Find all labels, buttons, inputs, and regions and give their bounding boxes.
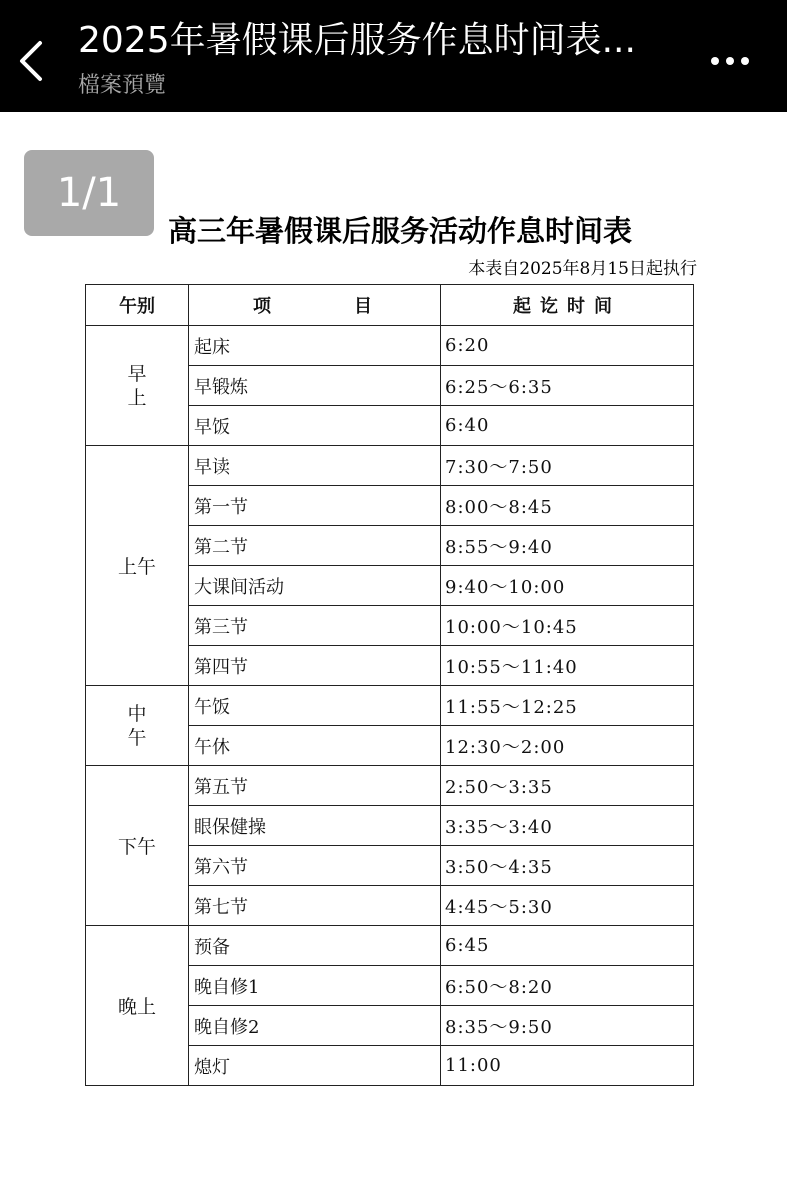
time-cell: 9:40～10:00: [441, 566, 694, 606]
column-header-item-right: 目: [354, 296, 372, 317]
activity-cell: 午休: [189, 726, 441, 766]
time-cell: 10:00～10:45: [441, 606, 694, 646]
effective-date-note: 本表自2025年8月15日起执行: [468, 259, 697, 279]
period-label: 早上: [127, 362, 147, 409]
period-cell: [86, 766, 189, 926]
activity-cell: 预备: [189, 926, 441, 966]
time-cell: 8:55～9:40: [441, 526, 694, 566]
activity-cell: 第五节: [189, 766, 441, 806]
period-label: 上午: [117, 556, 156, 578]
activity-cell: 晚自修2: [189, 1006, 441, 1046]
back-button[interactable]: [14, 38, 48, 84]
activity-cell: 午饭: [189, 686, 441, 726]
activity-cell: 第六节: [189, 846, 441, 886]
activity-cell: 早读: [189, 446, 441, 486]
activity-cell: 早饭: [189, 406, 441, 446]
more-button[interactable]: [700, 44, 760, 78]
column-header-time: 起讫时间: [441, 285, 694, 326]
more-horizontal-icon: [741, 57, 749, 65]
period-label: 晚上: [117, 996, 156, 1018]
activity-cell: 第三节: [189, 606, 441, 646]
more-horizontal-icon: [726, 57, 734, 65]
time-cell: 2:50～3:35: [441, 766, 694, 806]
period-label: 下午: [117, 836, 156, 858]
time-cell: 6:50～8:20: [441, 966, 694, 1006]
time-cell: 7:30～7:50: [441, 446, 694, 486]
table-row: [86, 326, 694, 366]
period-label: 中午: [127, 702, 147, 749]
table-header-row: [86, 285, 694, 326]
time-cell: 11:00: [441, 1046, 694, 1086]
table-row: [86, 926, 694, 966]
top-bar: [0, 0, 787, 112]
table-row: [86, 766, 694, 806]
time-cell: 8:35～9:50: [441, 1006, 694, 1046]
activity-cell: 晚自修1: [189, 966, 441, 1006]
more-horizontal-icon: [711, 57, 719, 65]
time-cell: 6:25～6:35: [441, 366, 694, 406]
column-header-item: [189, 285, 441, 326]
activity-cell: 大课间活动: [189, 566, 441, 606]
column-header-period: 午别: [86, 285, 189, 326]
chevron-left-icon: [18, 40, 44, 82]
schedule-table: [85, 284, 694, 1086]
time-cell: 12:30～2:00: [441, 726, 694, 766]
time-cell: 10:55～11:40: [441, 646, 694, 686]
period-cell: [86, 686, 189, 766]
time-cell: 8:00～8:45: [441, 486, 694, 526]
activity-cell: 第四节: [189, 646, 441, 686]
period-cell: [86, 926, 189, 1086]
time-cell: 11:55～12:25: [441, 686, 694, 726]
document-title: 高三年暑假课后服务活动作息时间表: [167, 214, 632, 248]
column-header-item-left: 项: [253, 296, 271, 317]
activity-cell: 熄灯: [189, 1046, 441, 1086]
preview-subtitle: 檔案預覽: [78, 73, 167, 98]
time-cell: 6:40: [441, 406, 694, 446]
activity-cell: 早锻炼: [189, 366, 441, 406]
activity-cell: 第七节: [189, 886, 441, 926]
time-cell: 3:35～3:40: [441, 806, 694, 846]
activity-cell: 眼保健操: [189, 806, 441, 846]
page-indicator: 1/1: [24, 150, 154, 236]
document-name: 2025年暑假课后服务作息时间表...: [78, 20, 636, 61]
schedule-body: [86, 326, 694, 1086]
table-row: [86, 686, 694, 726]
table-row: [86, 446, 694, 486]
time-cell: 6:45: [441, 926, 694, 966]
time-cell: 3:50～4:35: [441, 846, 694, 886]
period-cell: [86, 326, 189, 446]
period-cell: [86, 446, 189, 686]
time-cell: 6:20: [441, 326, 694, 366]
time-cell: 4:45～5:30: [441, 886, 694, 926]
activity-cell: 起床: [189, 326, 441, 366]
activity-cell: 第二节: [189, 526, 441, 566]
activity-cell: 第一节: [189, 486, 441, 526]
